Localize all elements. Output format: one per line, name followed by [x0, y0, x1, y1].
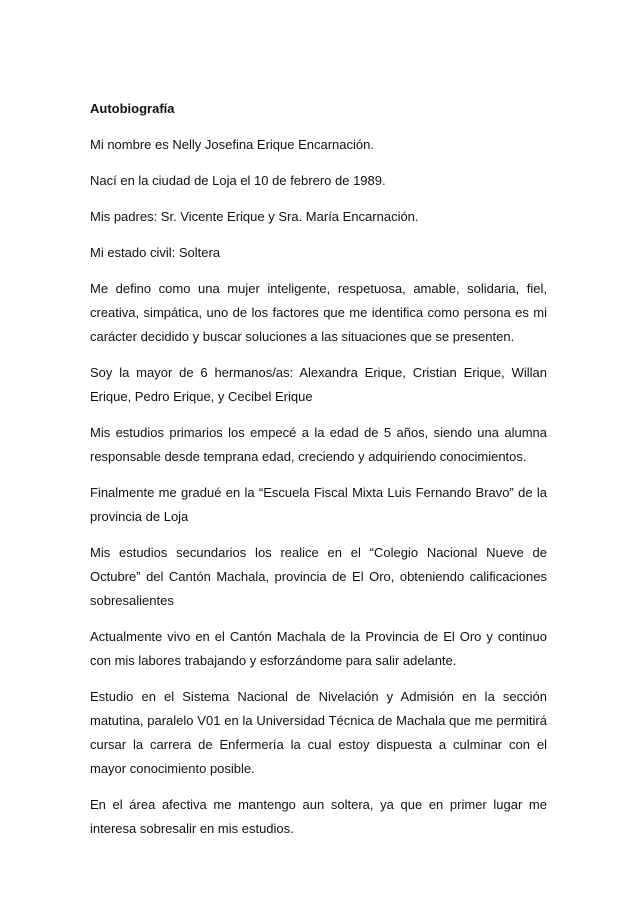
document-title: Autobiografía — [90, 101, 175, 116]
paragraph-name: Mi nombre es Nelly Josefina Erique Encarnación. — [90, 137, 374, 152]
paragraph-civil-status: Mi estado civil: Soltera — [90, 245, 221, 260]
document-body — [90, 97, 547, 853]
paragraph-primary-studies: Mis estudios primarios los empecé a la edad de 5 años, siendo una alumna responsable desde temprana edad, creciendo y adquiriendo conocimientos. — [90, 425, 547, 464]
paragraph-parents: Mis padres: Sr. Vicente Erique y Sra. María Encarnación. — [90, 209, 419, 224]
paragraph-secondary-studies: Mis estudios secundarios los realice en el “Colegio Nacional Nueve de Octubre” del Cantón Machala, provincia de El Oro, obteniendo calificaciones sobresalientes — [90, 545, 547, 608]
paragraph-siblings: Soy la mayor de 6 hermanos/as: Alexandra Erique, Cristian Erique, Willan Erique, Pedro Erique, y Cecibel Erique — [90, 365, 547, 404]
paragraph-university: Estudio en el Sistema Nacional de Nivelación y Admisión en la sección matutina, paralelo V01 en la Universidad Técnica de Machala que me permitirá cursar la carrera de Enfermería la cual estoy dispuesta a culminar con el mayor conocimiento posible. — [90, 689, 547, 776]
paragraph-current-life: Actualmente vivo en el Cantón Machala de la Provincia de El Oro y continuo con mis labores trabajando y esforzándome para salir adelante. — [90, 629, 547, 668]
paragraph-self-description: Me defino como una mujer inteligente, respetuosa, amable, solidaria, fiel, creativa, simpática, uno de los factores que me identifica como persona es mi carácter decidido y buscar soluciones a las situaciones que se presenten. — [90, 281, 547, 344]
paragraph-birth: Nací en la ciudad de Loja el 10 de febrero de 1989. — [90, 173, 386, 188]
paragraph-graduation: Finalmente me gradué en la “Escuela Fiscal Mixta Luis Fernando Bravo” de la provincia de Loja — [90, 485, 547, 524]
paragraph-affective: En el área afectiva me mantengo aun soltera, ya que en primer lugar me interesa sobresalir en mis estudios. — [90, 797, 547, 836]
